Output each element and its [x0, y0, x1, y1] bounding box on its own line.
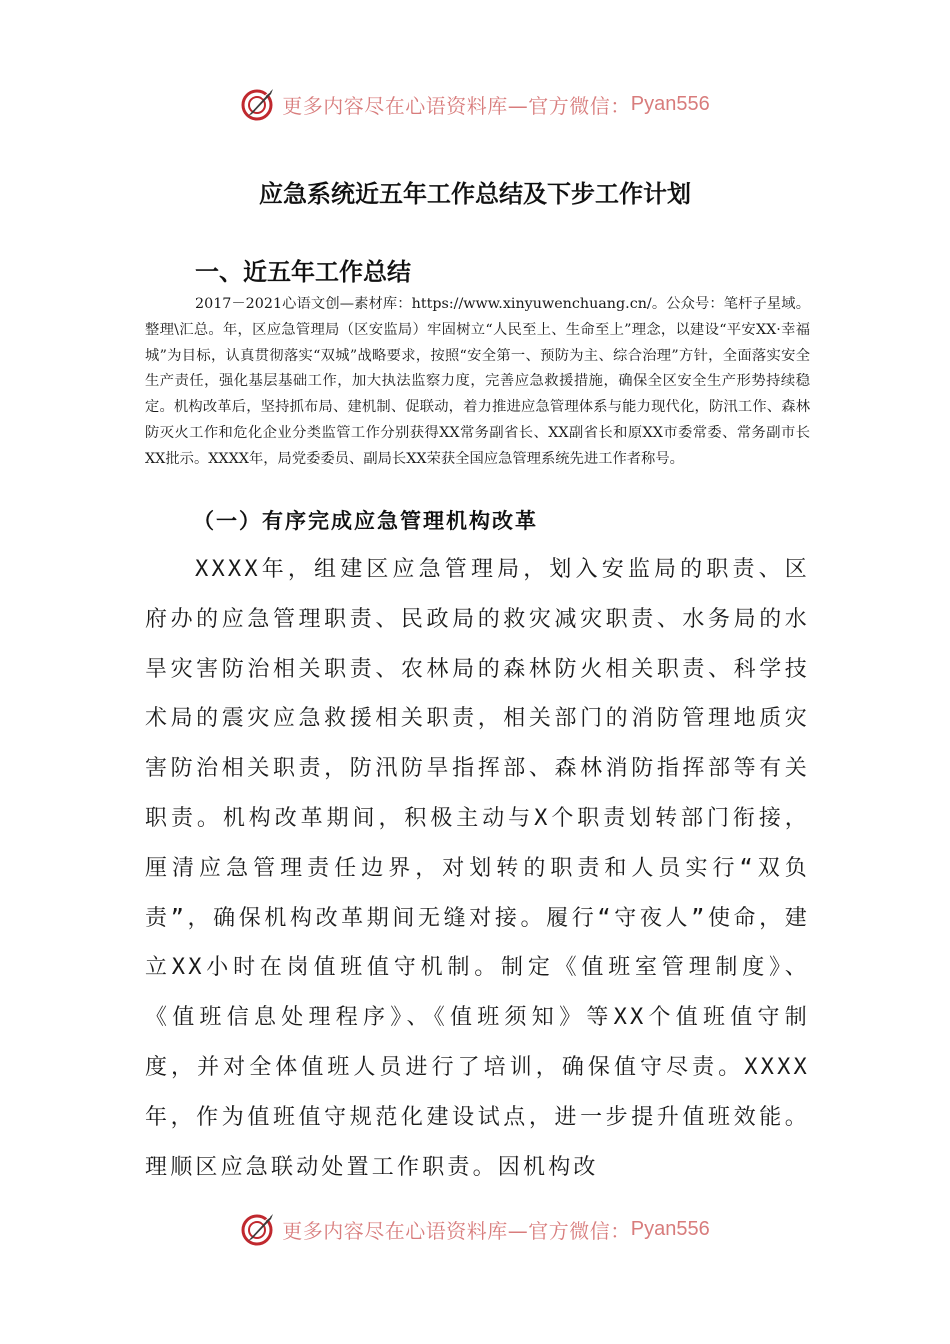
quill-logo-icon: [240, 86, 276, 122]
body-paragraph: XXXX年，组建区应急管理局，划入安监局的职责、区府办的应急管理职责、民政局的救灾减灾职责、水务局的水旱灾害防治相关职责、农林局的森林防火相关职责、科学技术局的震灾应急救援相关职责，相关部门的消防管理地质灾害防治相关职责，防汛防旱指挥部、森林消防指挥部等有关职责。机构改革期间，积极主动与X个职责划转部门衔接，厘清应急管理责任边界，对划转的职责和人员实行“双负责”，确保机构改革期间无缝对接。履行“守夜人”使命，建立XX小时在岗值班值守机制。制定《值班室管理制度》、《值班信息处理程序》、《值班须知》等XX个值班值守制度，并对全体值班人员进行了培训，确保值守尽责。XXXX年，作为值班值守规范化建设试点，进一步提升值班效能。理顺区应急联动处置工作职责。因机构改: [145, 557, 810, 1180]
banner-wechat-id: Pyan556: [630, 1217, 710, 1240]
banner-wechat-id: Pyan556: [630, 92, 710, 115]
banner-text: 更多内容尽在心语资料库—官方微信：: [282, 93, 631, 118]
document-title: 应急系统近五年工作总结及下步工作计划: [259, 180, 691, 208]
section-heading: 一、近五年工作总结: [195, 258, 411, 286]
banner-text: 更多内容尽在心语资料库—官方微信：: [282, 1218, 631, 1243]
intro-paragraph: 2017－2021心语文创—素材库：https://www.xinyuwenchuang.cn/。公众号：笔杆子星域。整理\汇总。年，区应急管理局（区安监局）牢固树立“人民至上、生命至上”理念，以建设“平安XX·幸福城”为目标，认真贯彻落实“双城”战略要求，按照“安全第一、预防为主、综合治理”方针，全面落实安全生产责任，强化基层基础工作，加大执法监察力度，完善应急救援措施，确保全区安全生产形势持续稳定。机构改革后，坚持抓布局、建机制、促联动，着力推进应急管理体系与能力现代化，防汛工作、森林防灭火工作和危化企业分类监管工作分别获得XX常务副省长、XX副省长和原XX市委常委、常务副市长XX批示。XXXX年，局党委委员、副局长XX荣获全国应急管理系统先进工作者称号。: [145, 296, 810, 467]
footer-watermark-banner: [0, 1209, 950, 1249]
subsection-heading: （一）有序完成应急管理机构改革: [193, 508, 538, 533]
quill-logo-icon: [240, 1211, 276, 1247]
header-watermark-banner: [0, 84, 950, 124]
